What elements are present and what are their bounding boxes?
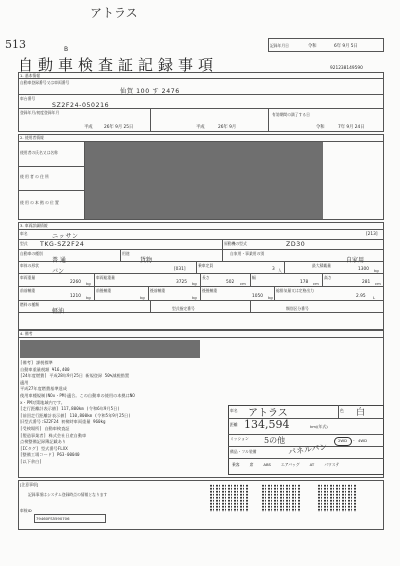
height-unit: cm bbox=[375, 281, 381, 286]
card-option: パワステ bbox=[324, 462, 340, 467]
remarks-line: [前回走行距離計表示値] 110,800km (令和5年9月25日) bbox=[20, 412, 131, 418]
engine-label: 原動機の型式 bbox=[224, 241, 247, 246]
record-date-value: 6年 9月 5日 bbox=[334, 44, 358, 49]
card-transmission-label: ミッション bbox=[230, 436, 249, 441]
card-option: AT bbox=[309, 462, 315, 467]
length-label: 長さ bbox=[202, 275, 210, 280]
card-name-label: 車名 bbox=[230, 408, 238, 413]
private-use-value: 自家用 bbox=[346, 257, 365, 264]
model-label: 型式 bbox=[20, 241, 28, 246]
remarks-line: [受検場所] 自動車検査証 bbox=[20, 425, 70, 431]
card-options-row bbox=[232, 462, 339, 468]
rear-rear-axle-unit: kg bbox=[268, 295, 273, 300]
card-option: 席 bbox=[249, 462, 254, 467]
issue-value: 26年 9月 bbox=[218, 125, 237, 130]
length-value: 502 bbox=[226, 280, 235, 285]
fuel-value: 軽油 bbox=[52, 308, 65, 315]
redacted-remarks bbox=[20, 340, 200, 358]
section2-heading: 2. 使用者情報 bbox=[20, 135, 44, 140]
notice-label: [注意事項] bbox=[20, 482, 39, 487]
remarks-line: 自動車重量税額 ¥16,400 bbox=[20, 366, 70, 372]
first-reg-label: 登録年月/初度登録年月 bbox=[20, 110, 60, 115]
height-value: 281 bbox=[362, 280, 371, 285]
first-reg-value: 26年 9月 25日 bbox=[104, 125, 134, 130]
card-option: エアバッグ bbox=[280, 462, 300, 467]
gross-weight-unit: kg bbox=[192, 281, 197, 286]
front-rear-axle-label: 前後軸重 bbox=[96, 288, 112, 293]
private-use-label: 自家用・事業用の別 bbox=[230, 251, 265, 256]
make-label: 車名 bbox=[20, 231, 28, 236]
use-label: 用途 bbox=[122, 251, 130, 256]
front-axle-label: 前前軸重 bbox=[20, 288, 36, 293]
remarks-line: [24年度燃費] 平成28年9月25日 新規登録 50%減税措置 bbox=[20, 373, 130, 379]
gross-weight-value: 3725 bbox=[176, 280, 187, 285]
width-label: 幅 bbox=[252, 275, 256, 280]
displacement-label: 総排気量又は定格出力 bbox=[276, 288, 314, 293]
weight-label: 車両重量 bbox=[20, 275, 36, 280]
card-option: ABS bbox=[263, 462, 271, 467]
notice-text: 記録事項はシステム登録時点の情報となります bbox=[28, 492, 108, 497]
card-name-value: アトラス bbox=[248, 408, 288, 419]
remarks-line: [製造事業者] 株式会社日産自動車 bbox=[20, 432, 87, 438]
length-unit: cm bbox=[240, 281, 246, 286]
front-axle-value: 1210 bbox=[70, 294, 81, 299]
card-transmission-value: 5の他 bbox=[264, 436, 286, 445]
remarks-line: 旧型式番号:SZ2F24 初検時車両重量 960kg bbox=[20, 419, 106, 425]
front-axle-unit: kg bbox=[86, 295, 91, 300]
expiry-label: 有効期間の満了する日 bbox=[272, 112, 310, 117]
remarks-line: 平成27年度燃費基準達成 bbox=[20, 386, 67, 392]
issue-era: 平成 bbox=[196, 125, 205, 130]
max-load-unit: kg bbox=[374, 268, 379, 273]
capacity-label: 乗車定員 bbox=[198, 263, 214, 268]
model-value: TKG-SZ2F24 bbox=[40, 241, 85, 248]
remarks-notes bbox=[20, 360, 200, 464]
displacement-value: 2.95 bbox=[356, 294, 366, 299]
qr-code-icon bbox=[262, 484, 300, 512]
height-label: 高さ bbox=[324, 275, 332, 280]
gross-weight-label: 車両総重量 bbox=[96, 275, 115, 280]
type-designation-label: 型式指定番号 bbox=[172, 306, 195, 311]
rear-front-axle-label: 後前軸重 bbox=[150, 288, 166, 293]
first-reg-era: 平成 bbox=[84, 125, 93, 130]
category-number-label: 類別区分番号 bbox=[286, 306, 309, 311]
user-name-label: 使用者の氏名又は名称 bbox=[20, 150, 58, 155]
engine-value: ZD30 bbox=[286, 241, 306, 248]
vehicle-id-label: 車検ID bbox=[20, 508, 32, 513]
record-date-label: 記録年月日 bbox=[270, 43, 289, 48]
body-shape-value: バン bbox=[52, 268, 65, 275]
qr-code-icon bbox=[318, 484, 356, 512]
card-body-label: 備品・フル装備 bbox=[230, 449, 257, 454]
remarks-line: [整備工場コード] P63-00040 bbox=[20, 452, 80, 458]
width-value: 178 bbox=[300, 280, 309, 285]
remarks-line: x・PM対策地域内です。 bbox=[20, 399, 65, 405]
make-value: ニッサン bbox=[52, 233, 79, 240]
drive-4wd: 4WD bbox=[358, 438, 368, 443]
remarks-line: 点検整備記録簿記載あり bbox=[20, 439, 67, 445]
use-value: 貨物 bbox=[140, 257, 153, 264]
remarks-line: [以下余白] bbox=[20, 458, 42, 464]
card-body-value: パネルバン bbox=[287, 442, 328, 457]
handwritten-note: アトラス bbox=[90, 6, 138, 20]
user-address-label: 使 用 者 の 住 所 bbox=[20, 174, 49, 179]
max-load-label: 最大積載量 bbox=[312, 263, 331, 268]
page-title: 自動車検査証記録事項 bbox=[18, 56, 219, 74]
width-unit: cm bbox=[313, 281, 319, 286]
card-odometer-label: 距離 bbox=[230, 422, 238, 427]
section4-heading: 4. 備考 bbox=[20, 331, 33, 336]
card-odometer-value: 134,594 bbox=[244, 418, 290, 431]
capacity-value: 3 bbox=[272, 267, 275, 272]
rear-rear-axle-label: 後後軸重 bbox=[202, 288, 218, 293]
reg-number-value: 仙賀 100 す 2476 bbox=[120, 88, 180, 95]
b-mark: B bbox=[64, 46, 69, 53]
weight-value: 2260 bbox=[70, 280, 81, 285]
max-load-value: 1300 bbox=[358, 267, 369, 272]
vehicle-id-value: 79460FS5590706 bbox=[36, 516, 70, 521]
weight-unit: kg bbox=[86, 281, 91, 286]
reg-number-label: 自動車登録番号又は車両番号 bbox=[20, 80, 70, 85]
drive-separator: ・ bbox=[352, 438, 356, 443]
remarks-line: 使用車種規制(NOx・PM)適合。この自動車の使用の本拠はNO bbox=[20, 392, 135, 398]
handwritten-number: 513 bbox=[5, 38, 26, 51]
base-location-label: 使 用 の 本 拠 の 位 置 bbox=[20, 200, 59, 205]
expiry-era: 令和 bbox=[316, 125, 325, 130]
card-color-label: 色 bbox=[340, 408, 344, 413]
remarks-line: [備考] 課税標準 bbox=[20, 360, 53, 365]
qr-code-icon bbox=[210, 484, 248, 512]
vehicle-type-label: 自動車の種別 bbox=[20, 251, 43, 256]
card-color-value: 白 bbox=[356, 408, 366, 418]
remarks-line: [走行距離計表示値] 117,800km (令和6年9月5日) bbox=[20, 406, 120, 412]
expiry-value: 7年 9月 24日 bbox=[338, 125, 365, 130]
redacted-user-info bbox=[85, 142, 323, 219]
chassis-value: SZ2F24-050216 bbox=[52, 102, 110, 109]
section3-heading: 3. 車両詳細情報 bbox=[20, 223, 48, 228]
card-odometer-unit: km/(年式) bbox=[310, 424, 328, 429]
displacement-unit: L bbox=[373, 295, 376, 300]
capacity-unit: 人 bbox=[278, 268, 282, 273]
doc-code: 921238149590 bbox=[330, 66, 363, 71]
remarks-line: 適用 bbox=[20, 379, 29, 385]
fuel-label: 燃料の種類 bbox=[20, 302, 39, 307]
drive-2wd: 2WD bbox=[338, 438, 348, 443]
card-option: 乗客 bbox=[232, 462, 240, 467]
rear-rear-axle-value: 1050 bbox=[252, 294, 263, 299]
section1-heading: 1. 基本情報 bbox=[20, 73, 41, 78]
vehicle-type-value: 普 通 bbox=[52, 257, 66, 264]
make-code: [213] bbox=[366, 232, 378, 237]
record-date-era: 令和 bbox=[308, 44, 317, 49]
body-shape-label: 車体の形状 bbox=[20, 263, 39, 268]
rear-front-axle-unit: kg bbox=[192, 295, 197, 300]
chassis-label: 車台番号 bbox=[20, 96, 36, 101]
remarks-line: [ICタグ] 型式番号FLXX bbox=[20, 445, 68, 451]
front-rear-axle-unit: kg bbox=[140, 295, 145, 300]
body-shape-code: [031] bbox=[174, 267, 186, 272]
